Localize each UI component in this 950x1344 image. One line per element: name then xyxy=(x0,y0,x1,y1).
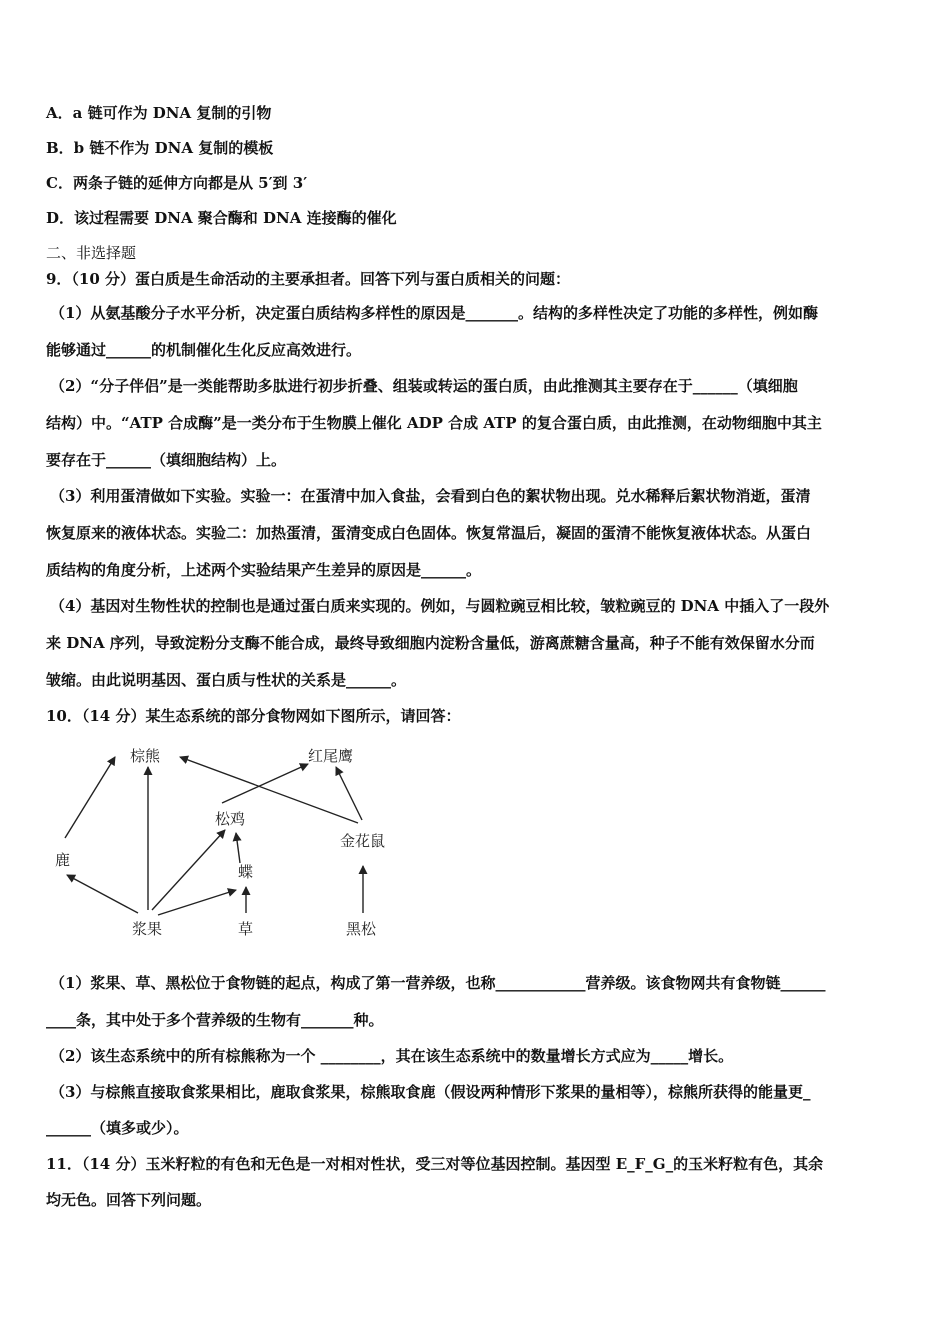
node-hawk: 红尾鹰 xyxy=(308,747,354,765)
node-berry: 浆果 xyxy=(132,920,163,938)
q9-line: 质结构的角度分析，上述两个实验结果产生差异的原因是______。 xyxy=(46,561,482,579)
q10-line: （3）与棕熊直接取食浆果相比，鹿取食浆果，棕熊取食鹿（假设两种情形下浆果的量相等），棕熊所获得的能量更_ xyxy=(50,1083,811,1101)
node-butterfly: 蝶 xyxy=(238,863,254,881)
food-web-diagram xyxy=(40,735,400,945)
q9-stem: 9．（10 分）蛋白质是生命活动的主要承担者。回答下列与蛋白质相关的问题： xyxy=(46,270,571,288)
q9-line: 皱缩。由此说明基因、蛋白质与性状的关系是______。 xyxy=(46,671,407,689)
arrow-grouse-to-hawk xyxy=(222,764,308,803)
q9-line: （4）基因对生物性状的控制也是通过蛋白质来实现的。例如，与圆粒豌豆相比较，皱粒豌豆的 DNA 中插入了一段外 xyxy=(50,597,830,615)
arrow-chipmunk-to-hawk xyxy=(336,767,362,820)
q9-line: （3）利用蛋清做如下实验。实验一：在蛋清中加入食盐，会看到白色的絮状物出现。兑水稀释后絮状物消逝，蛋清 xyxy=(50,487,811,505)
option-a: A．a 链可作为 DNA 复制的引物 xyxy=(46,104,272,122)
q9-line: （2）“分子伴侣”是一类能帮助多肽进行初步折叠、组装或转运的蛋白质，由此推测其主要存在于______（填细胞 xyxy=(50,377,798,395)
node-bear: 棕熊 xyxy=(130,747,161,765)
section-title: 二、非选择题 xyxy=(46,244,137,262)
option-d: D．该过程需要 DNA 聚合酶和 DNA 连接酶的催化 xyxy=(46,209,397,227)
q9-line: 恢复原来的液体状态。实验二：加热蛋清，蛋清变成白色固体。恢复常温后，凝固的蛋清不能恢复液体状态。从蛋白 xyxy=(46,524,812,542)
q10-line: （2）该生态系统中的所有棕熊称为一个 ________，其在该生态系统中的数量增长方式应为_____增长。 xyxy=(50,1047,734,1065)
option-b: B．b 链不作为 DNA 复制的模板 xyxy=(46,139,274,157)
arrow-berry-to-deer xyxy=(67,875,138,913)
node-grass: 草 xyxy=(238,920,254,938)
q11-line: 11．（14 分）玉米籽粒的有色和无色是一对相对性状，受三对等位基因控制。基因型 E_F_G_的玉米籽粒有色，其余 xyxy=(46,1155,824,1173)
node-grouse: 松鸡 xyxy=(215,810,246,828)
node-deer: 鹿 xyxy=(55,851,71,869)
arrow-butterfly-to-grouse xyxy=(236,833,240,863)
q10-line: （1）浆果、草、黑松位于食物链的起点，构成了第一营养级，也称____________营养级。该食物网共有食物链______ xyxy=(50,974,826,992)
q9-line: 能够通过______的机制催化生化反应高效进行。 xyxy=(46,341,362,359)
q10-line: ____条，其中处于多个营养级的生物有_______种。 xyxy=(46,1011,384,1029)
q9-line: 要存在于______（填细胞结构）上。 xyxy=(46,451,287,469)
arrow-berry-to-butterfly xyxy=(158,890,236,915)
arrow-chipmunk-to-bear xyxy=(180,757,358,823)
q11-line: 均无色。回答下列问题。 xyxy=(46,1191,212,1209)
node-chipmunk: 金花鼠 xyxy=(340,832,386,850)
q9-line: 来 DNA 序列，导致淀粉分支酶不能合成，最终导致细胞内淀粉含量低，游离蔗糖含量高，种子不能有效保留水分而 xyxy=(46,634,815,652)
option-c: C．两条子链的延伸方向都是从 5′到 3′ xyxy=(46,174,308,192)
q9-line: 结构）中。“ATP 合成酶”是一类分布于生物膜上催化 ADP 合成 ATP 的复合蛋白质，由此推测，在动物细胞中其主 xyxy=(46,414,822,432)
q10-line: ______（填多或少）。 xyxy=(46,1119,189,1137)
arrow-berry-to-grouse xyxy=(152,830,225,910)
arrow-deer-to-bear xyxy=(65,757,115,838)
q10-stem: 10．（14 分）某生态系统的部分食物网如下图所示，请回答： xyxy=(46,707,461,725)
node-pine: 黑松 xyxy=(346,920,377,938)
q9-line: （1）从氨基酸分子水平分析，决定蛋白质结构多样性的原因是_______。结构的多样性决定了功能的多样性，例如酶 xyxy=(50,304,818,322)
